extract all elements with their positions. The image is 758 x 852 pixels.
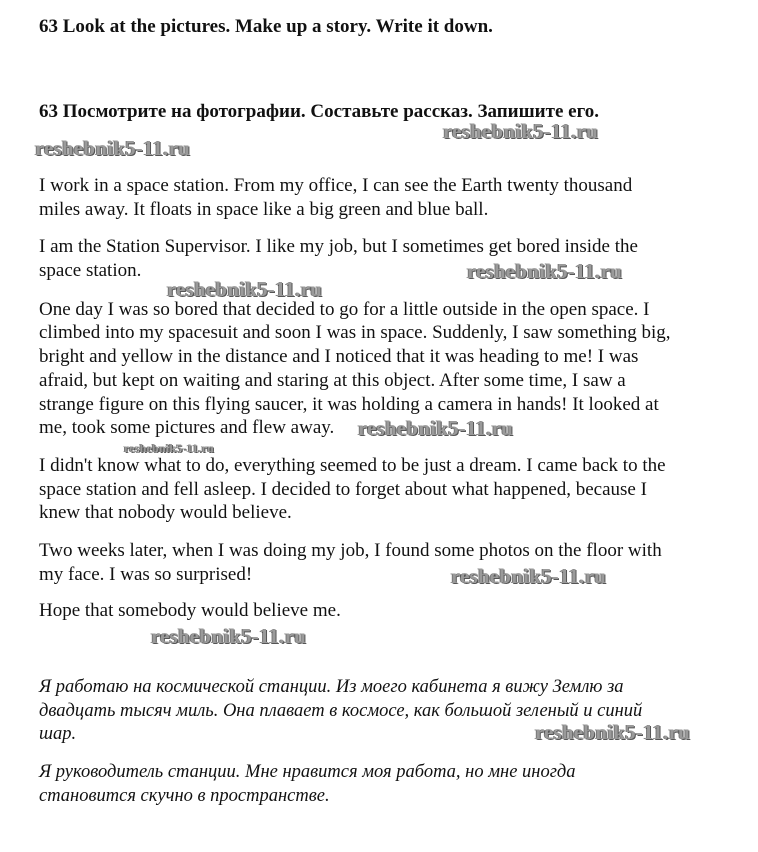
story-line: bright and yellow in the distance and I noticed that it was heading to me! I was — [39, 346, 639, 367]
watermark: reshebnik5-11.ru — [124, 441, 214, 455]
story-line: climbed into my spacesuit and soon I was in space. Suddenly, I saw something big, — [39, 322, 671, 343]
story-line: Two weeks later, when I was doing my job, I found some photos on the floor with — [39, 540, 662, 561]
heading-english: 63 Look at the pictures. Make up a story. Write it down. — [39, 16, 493, 37]
story-line: my face. I was so surprised! — [39, 564, 253, 585]
watermark: reshebnik5-11.ru — [358, 416, 514, 440]
translation-line: шар. — [39, 724, 77, 744]
story-line: me, took some pictures and flew away. — [39, 417, 335, 438]
story-line: strange figure on this flying saucer, it was holding a camera in hands! It looked at — [39, 394, 659, 415]
watermark: reshebnik5-11.ru — [443, 119, 599, 143]
story-line: I am the Station Supervisor. I like my job, but I sometimes get bored inside the — [39, 236, 638, 257]
watermark: reshebnik5-11.ru — [35, 136, 191, 160]
story-line: knew that nobody would believe. — [39, 502, 292, 523]
watermark: reshebnik5-11.ru — [451, 564, 607, 588]
watermark: reshebnik5-11.ru — [467, 259, 623, 283]
story-line: I work in a space station. From my office, I can see the Earth twenty thousand — [39, 175, 633, 196]
story-line: I didn't know what to do, everything seemed to be just a dream. I came back to the — [39, 455, 666, 476]
story-line: space station and fell asleep. I decided to forget about what happened, because I — [39, 479, 647, 500]
heading-russian: 63 Посмотрите на фотографии. Составьте рассказ. Запишите его. — [39, 101, 599, 122]
watermark: reshebnik5-11.ru — [151, 624, 307, 648]
translation-line: двадцать тысяч миль. Она плавает в космосе, как большой зеленый и синий — [39, 701, 643, 721]
story-line: miles away. It floats in space like a big green and blue ball. — [39, 199, 489, 220]
translation-line: Я руководитель станции. Мне нравится моя работа, но мне иногда — [39, 762, 576, 782]
story-line: One day I was so bored that decided to go for a little outside in the open space. I — [39, 299, 650, 320]
story-line: space station. — [39, 260, 142, 281]
translation-line: Я работаю на космической станции. Из моего кабинета я вижу Землю за — [39, 677, 624, 697]
watermark: reshebnik5-11.ru — [167, 277, 323, 301]
watermark: reshebnik5-11.ru — [535, 720, 691, 744]
translation-line: становится скучно в пространстве. — [39, 786, 330, 806]
story-line: Hope that somebody would believe me. — [39, 600, 341, 621]
story-line: afraid, but kept on waiting and staring at this object. After some time, I saw a — [39, 370, 626, 391]
